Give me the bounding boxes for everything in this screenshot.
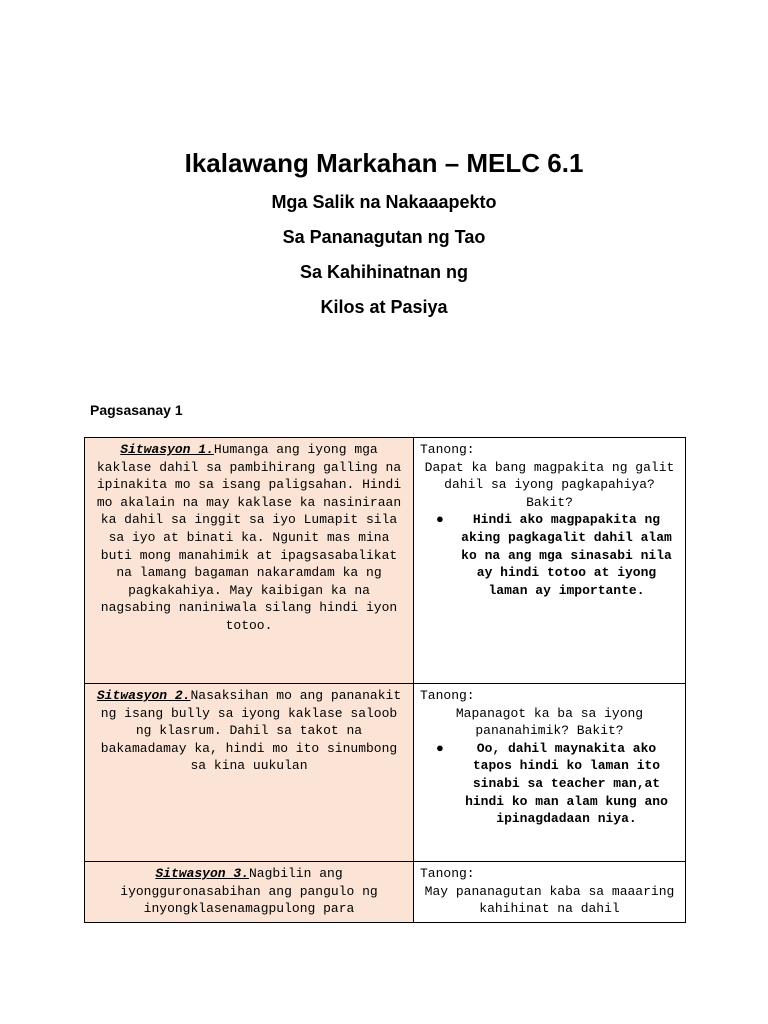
answer-text: Hindi ako magpapakita ng aking pagkagalit dahil alam ko na ang mga sinasabi nila ay hindi totoo at iyong laman ay importante. [461,512,672,598]
table-row [85,684,686,862]
situation-text: Nagbilin ang iyongguronasabihan ang pangulo ng inyongklasenamagpulong para [120,866,378,917]
answer-item [436,511,679,599]
situation-cell [85,438,414,684]
situation-text: Nasaksihan mo ang pananakit ng isang bully sa iyong kaklase saloob ng klasrum. Dahil sa takot na bakamadamay ka, hindi mo ito sinumbong sa kina uukulan [100,688,402,774]
bullet-icon: ● [436,512,444,528]
bullet-icon: ● [436,740,444,756]
situation-cell [85,862,414,923]
table-row [85,862,686,923]
table-row [85,438,686,684]
subtitle-line-2: Sa Pananagutan ng Tao [282,227,486,247]
question-label: Tanong: [420,688,475,703]
section-label: Pagsasanay 1 [90,402,183,418]
answer-list [420,511,679,599]
situation-heading: Sitwasyon 3. [155,866,249,881]
answer-text: Oo, dahil maynakita ako tapos hindi ko laman ito sinabi sa teacher man,at hindi ko man alam kung ano ipinagdadaan niya. [465,740,668,827]
situation-heading: Sitwasyon 1. [120,442,214,457]
exercise-table [84,437,686,923]
subtitle-line-4: Kilos at Pasiya [320,297,448,317]
page-title: Ikalawang Markahan – MELC 6.1 [184,148,584,178]
situation-cell [85,684,414,862]
question-text: Dapat ka bang magpakita ng galit dahil sa iyong pagkapahiya? Bakit? [424,459,675,510]
question-cell [414,684,686,862]
question-label: Tanong: [420,866,475,881]
answer-item [436,740,679,828]
situation-heading: Sitwasyon 2. [96,688,191,703]
question-text: Mapanagot ka ba sa iyong pananahimik? Bakit? [455,705,644,739]
question-text: May pananagutan kaba sa maaaring kahihinat na dahil [424,883,675,917]
answer-list [420,740,679,828]
question-cell [414,862,686,923]
question-label: Tanong: [420,442,475,457]
question-cell [414,438,686,684]
subtitle-line-3: Sa Kahihinatnan ng [299,262,468,282]
situation-text: Humanga ang iyong mga kaklase dahil sa pambihirang galling na ipinakita mo sa isang paligsahan. Hindi mo akalain na may kaklase ka nasiniraan ka dahil sa inggit sa iyo Lumapit sila sa iyo at binati ka. Ngunit mas mina buti mong manahimik at ipagsasabalikat na lamang bagaman nakaramdam ka ng pagkakahiya. May kaibigan ka na nagsabing naniniwala silang hindi iyon totoo. [96,442,402,633]
subtitle-line-1: Mga Salik na Nakaaapekto [271,192,497,212]
